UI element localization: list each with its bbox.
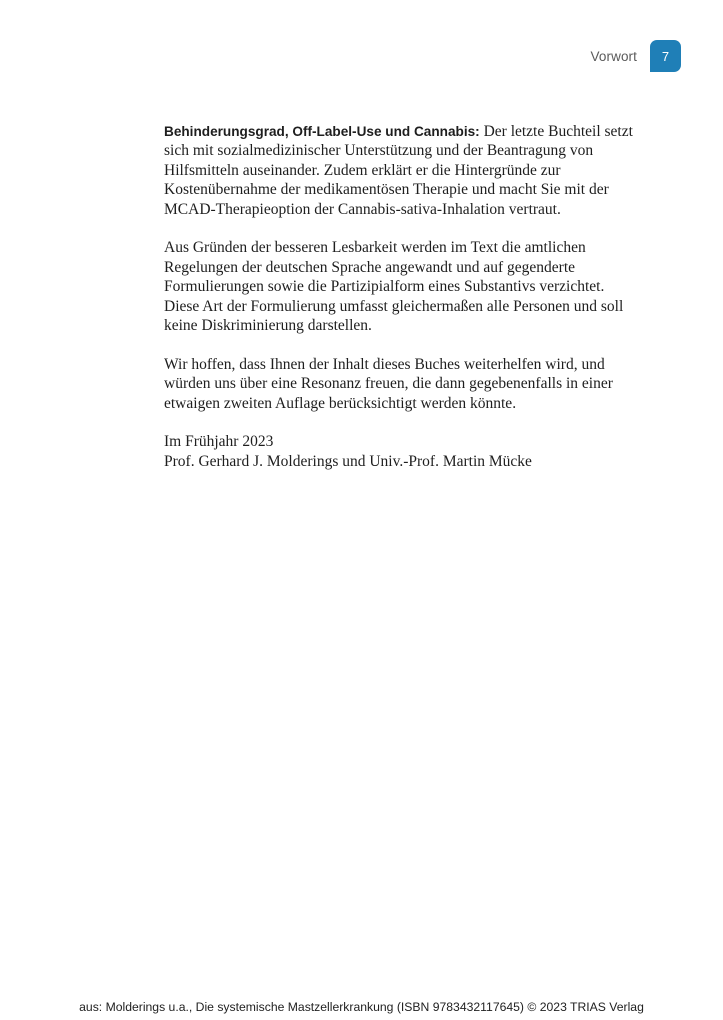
signature-date: Im Frühjahr 2023: [164, 433, 274, 451]
body-text: [164, 122, 636, 491]
page-number: 7: [661, 48, 670, 64]
running-head: [591, 40, 681, 72]
signature-authors: Prof. Gerhard J. Molderings und Univ.-Prof. Martin Mücke: [164, 452, 532, 470]
footer-citation: aus: Molderings u.a., Die systemische Mastzellerkrankung (ISBN 9783432117645) © 2023 TRIAS Verlag: [79, 1000, 644, 1014]
section-title: Vorwort: [590, 48, 637, 64]
paragraph-lead: Behinderungsgrad, Off-Label-Use und Cannabis:: [164, 124, 480, 139]
paragraph-cannabis: [164, 122, 636, 219]
paragraph-closing: Wir hoffen, dass Ihnen der Inhalt dieses Buches weiterhelfen wird, und würden uns über eine Resonanz freuen, die dann gegebenenfalls in einer etwaigen zweiten Auflage berücksichtigt werden könnte.: [164, 355, 613, 412]
page-number-tab: [650, 40, 681, 72]
signature-block: [164, 432, 636, 471]
paragraph-language-note: Aus Gründen der besseren Lesbarkeit werden im Text die amtlichen Regelungen der deutschen Sprache angewandt und auf gegenderte Formulierungen sowie die Partizipialform eines Substantivs verzichtet. Diese Art der Formulierung umfasst gleichermaßen alle Personen und soll keine Diskriminierung darstellen.: [164, 239, 624, 335]
paragraph-text: Der letzte Buchteil setzt sich mit sozialmedizinischer Unterstützung und der Beantragung von Hilfsmitteln auseinander. Zudem erklärt er die Hintergründe zur Kostenübernahme der medikamentösen Therapie und macht Sie mit der MCAD-Therapieoption der Cannabis-sativa-Inhalation vertraut.: [164, 123, 633, 218]
